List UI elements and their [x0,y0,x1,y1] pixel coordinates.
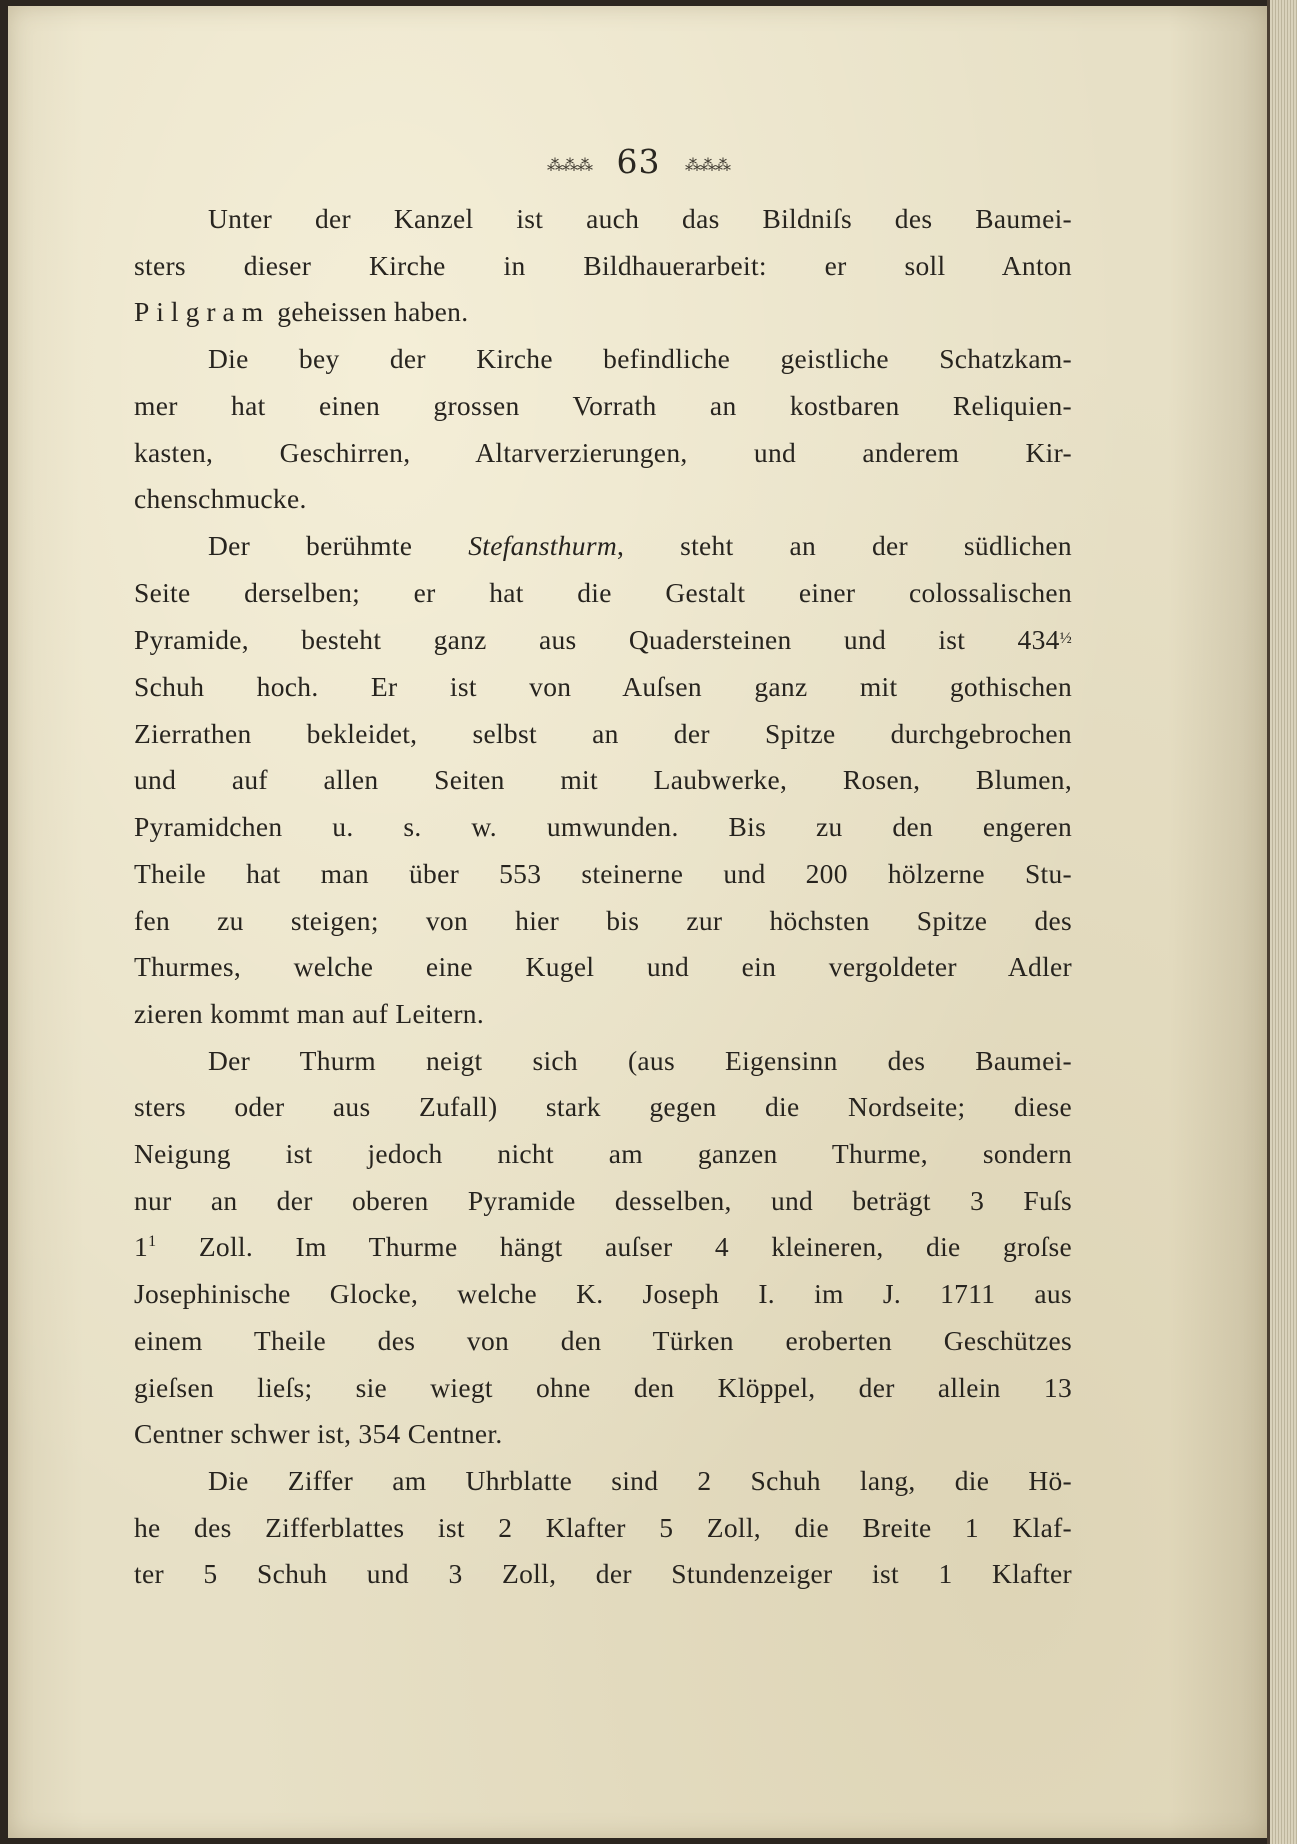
paragraph-5 [134,1458,1072,1598]
fraction-half: ½ [1059,630,1072,648]
text-line: Theile hat man über 553 steinerne und 200 hölzerne Stu- [134,857,1072,889]
text-line: Die bey der Kirche befindliche geistliche Schatzkam- [208,343,1072,375]
book-page [8,6,1269,1838]
text-line: Seite derselben; er hat die Gestalt einer colossalischen [134,576,1072,608]
spaced-name-pilgram: Pilgram [134,296,271,328]
text-line: $1^1$ Zoll. Im Thurme hängt auſser 4 kleineren, die groſse [134,1231,1072,1263]
text-line: he des Zifferblattes ist 2 Klafter 5 Zoll, die Breite 1 Klaf- [134,1511,1072,1543]
text-line: Die Ziffer am Uhrblatte sind 2 Schuh lang, die Hö- [208,1464,1072,1496]
text-line: kasten, Geschirren, Altarverzierungen, und anderem Kir- [134,436,1072,468]
text-line: nur an der oberen Pyramide desselben, und beträgt 3 Fuſs [134,1184,1072,1216]
text-line: Pyramidchen u. s. w. umwunden. Bis zu den engeren [134,811,1072,843]
text-line: ter 5 Schuh und 3 Zoll, der Stundenzeiger ist 1 Klafter [134,1558,1072,1590]
text-line: fen zu steigen; von hier bis zur höchsten Spitze des [134,904,1072,936]
text-line: Unter der Kanzel ist auch das Bildniſs des Baumei- [208,203,1072,234]
text-line: Pyramide, besteht ganz aus Quadersteinen und ist $434^{\frac{1}{2}}$ [134,624,1072,656]
body-text [134,196,1072,1598]
text-line: gieſsen lieſs; sie wiegt ohne den Klöppel, der allein 13 [134,1371,1072,1403]
text-line: chenschmucke. [134,483,307,515]
text-line: Der berühmte Stefansthurm, steht an der südlichen [208,529,1072,561]
page-number: 63 [616,142,661,181]
paragraph-1 [134,196,1072,336]
text-line: Centner schwer ist, 354 Centner. [134,1418,503,1450]
header-ornament-right: ⁂⁂⁂ [685,155,731,175]
paragraph-3 [134,523,1072,1038]
text-line: sters oder aus Zufall) stark gegen die Nordseite; diese [134,1091,1072,1123]
text-line: mer hat einen grossen Vorrath an kostbaren Reliquien- [134,389,1072,421]
book-page-edges [1267,0,1297,1844]
paragraph-4 [134,1038,1072,1458]
text-line: Thurmes, welche eine Kugel und ein vergoldeter Adler [134,951,1072,983]
paragraph-2 [134,336,1072,523]
text-line: Zierrathen bekleidet, selbst an der Spitze durchgebrochen [134,717,1072,749]
text-line: zieren kommt man auf Leitern. [134,997,485,1029]
text-line: Schuh hoch. Er ist von Auſsen ganz mit gothischen [134,671,1072,703]
header-ornament-left: ⁂⁂⁂ [546,155,592,175]
text-line: Josephinische Glocke, welche K. Joseph I. im J. 1711 aus [134,1278,1072,1310]
text-line: Neigung ist jedoch nicht am ganzen Thurme, sondern [134,1138,1072,1170]
text-line: Pilgram geheissen haben. [134,296,469,328]
text-line: Der Thurm neigt sich (aus Eigensinn des Baumei- [208,1044,1072,1076]
superscript-1: 1 [148,1233,157,1251]
text-line: einem Theile des von den Türken eroberten Geschützes [134,1324,1072,1356]
text-line: sters dieser Kirche in Bildhauerarbeit: er soll Anton [134,249,1072,281]
italic-stefansthurm: Stefansthurm [468,529,617,561]
page-header [8,142,1269,181]
text-line: und auf allen Seiten mit Laubwerke, Rosen, Blumen, [134,764,1072,796]
